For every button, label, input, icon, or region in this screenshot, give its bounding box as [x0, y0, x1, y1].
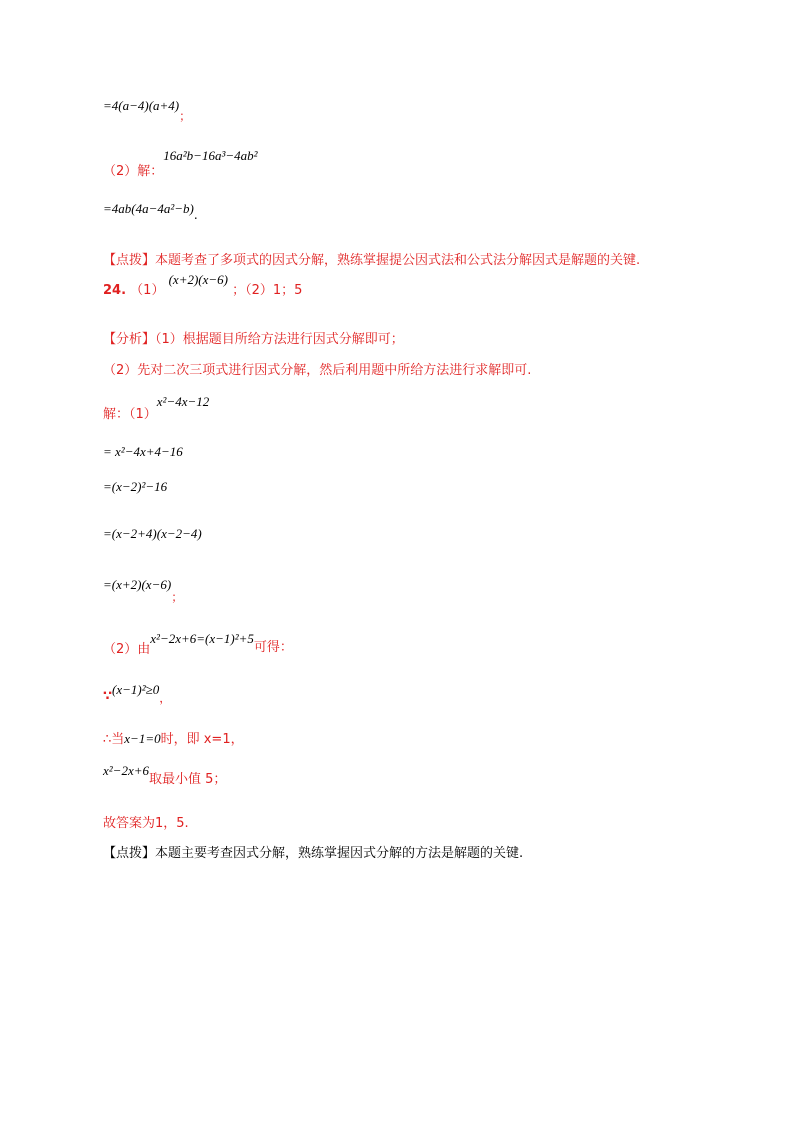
solution-step: [103, 576, 184, 604]
math-expression: (x+2)(x−6): [168, 272, 228, 287]
math-expression: x²−2x+6=(x−1)²+5: [150, 631, 254, 646]
question-24-answer: [103, 272, 303, 300]
part-2-condition: [103, 630, 293, 657]
math-expression: =(x+2)(x−6): [103, 577, 172, 592]
punctuation: ，: [159, 691, 172, 705]
math-expression: (x−1)²≥0: [112, 682, 160, 697]
because-line: [103, 681, 172, 705]
hint-paragraph-2: 【点拨】本题主要考查因式分解，熟练掌握因式分解的方法是解题的关键.: [103, 846, 524, 861]
math-expression: = x²−4x+4−16: [103, 444, 183, 459]
math-expression: =(x−2+4)(x−2−4): [103, 526, 202, 541]
math-expression: =(x−2)²−16: [103, 479, 168, 494]
solution-step: [103, 478, 167, 497]
part-label: （1）: [130, 283, 165, 298]
math-expression: =4(a−4)(a+4): [103, 98, 180, 113]
solution-step: [103, 525, 202, 544]
part-label: （2）解：: [103, 164, 164, 179]
math-expression: x²−2x+6: [103, 763, 149, 778]
math-expression: x−1=0: [124, 731, 161, 746]
because-symbol: ∵: [103, 689, 113, 704]
solution-line-1: [103, 97, 192, 123]
result-text: 取最小值 5；: [148, 772, 227, 787]
answer-text: ；（2）1；5: [232, 283, 303, 298]
punctuation: ；: [171, 590, 184, 604]
punctuation: .: [193, 208, 198, 222]
therefore-text: ∴当: [103, 732, 125, 747]
punctuation: ；: [179, 109, 192, 123]
math-expression: x²−4x−12: [156, 394, 210, 409]
solution-start-line: [103, 393, 210, 422]
solution-label: 解：（1）: [103, 407, 157, 422]
condition-text: 时，即 x=1，: [160, 732, 244, 747]
part-2-solution-line: [103, 147, 258, 179]
hint-paragraph: 【点拨】本题考查了多项式的因式分解，熟练掌握提公因式法和公式法分解因式是解题的关键.: [103, 253, 641, 268]
question-number: 24.: [103, 283, 127, 298]
analysis-paragraph-1: 【分析】（1）根据题目所给方法进行因式分解即可；: [103, 332, 404, 347]
part-label: （2）由: [103, 642, 151, 657]
final-answer: 故答案为1，5.: [103, 816, 189, 831]
solution-line-3: [103, 200, 198, 222]
math-expression: 16a²b−16a³−4ab²: [163, 148, 258, 163]
analysis-paragraph-2: （2）先对二次三项式进行因式分解，然后利用题中所给方法进行求解即可.: [103, 363, 532, 378]
math-expression: =4ab(4a−4a²−b): [103, 201, 194, 216]
solution-step: [103, 443, 183, 462]
therefore-line: [103, 730, 244, 749]
result-text: 可得：: [253, 640, 293, 655]
minimum-line: [103, 762, 227, 787]
